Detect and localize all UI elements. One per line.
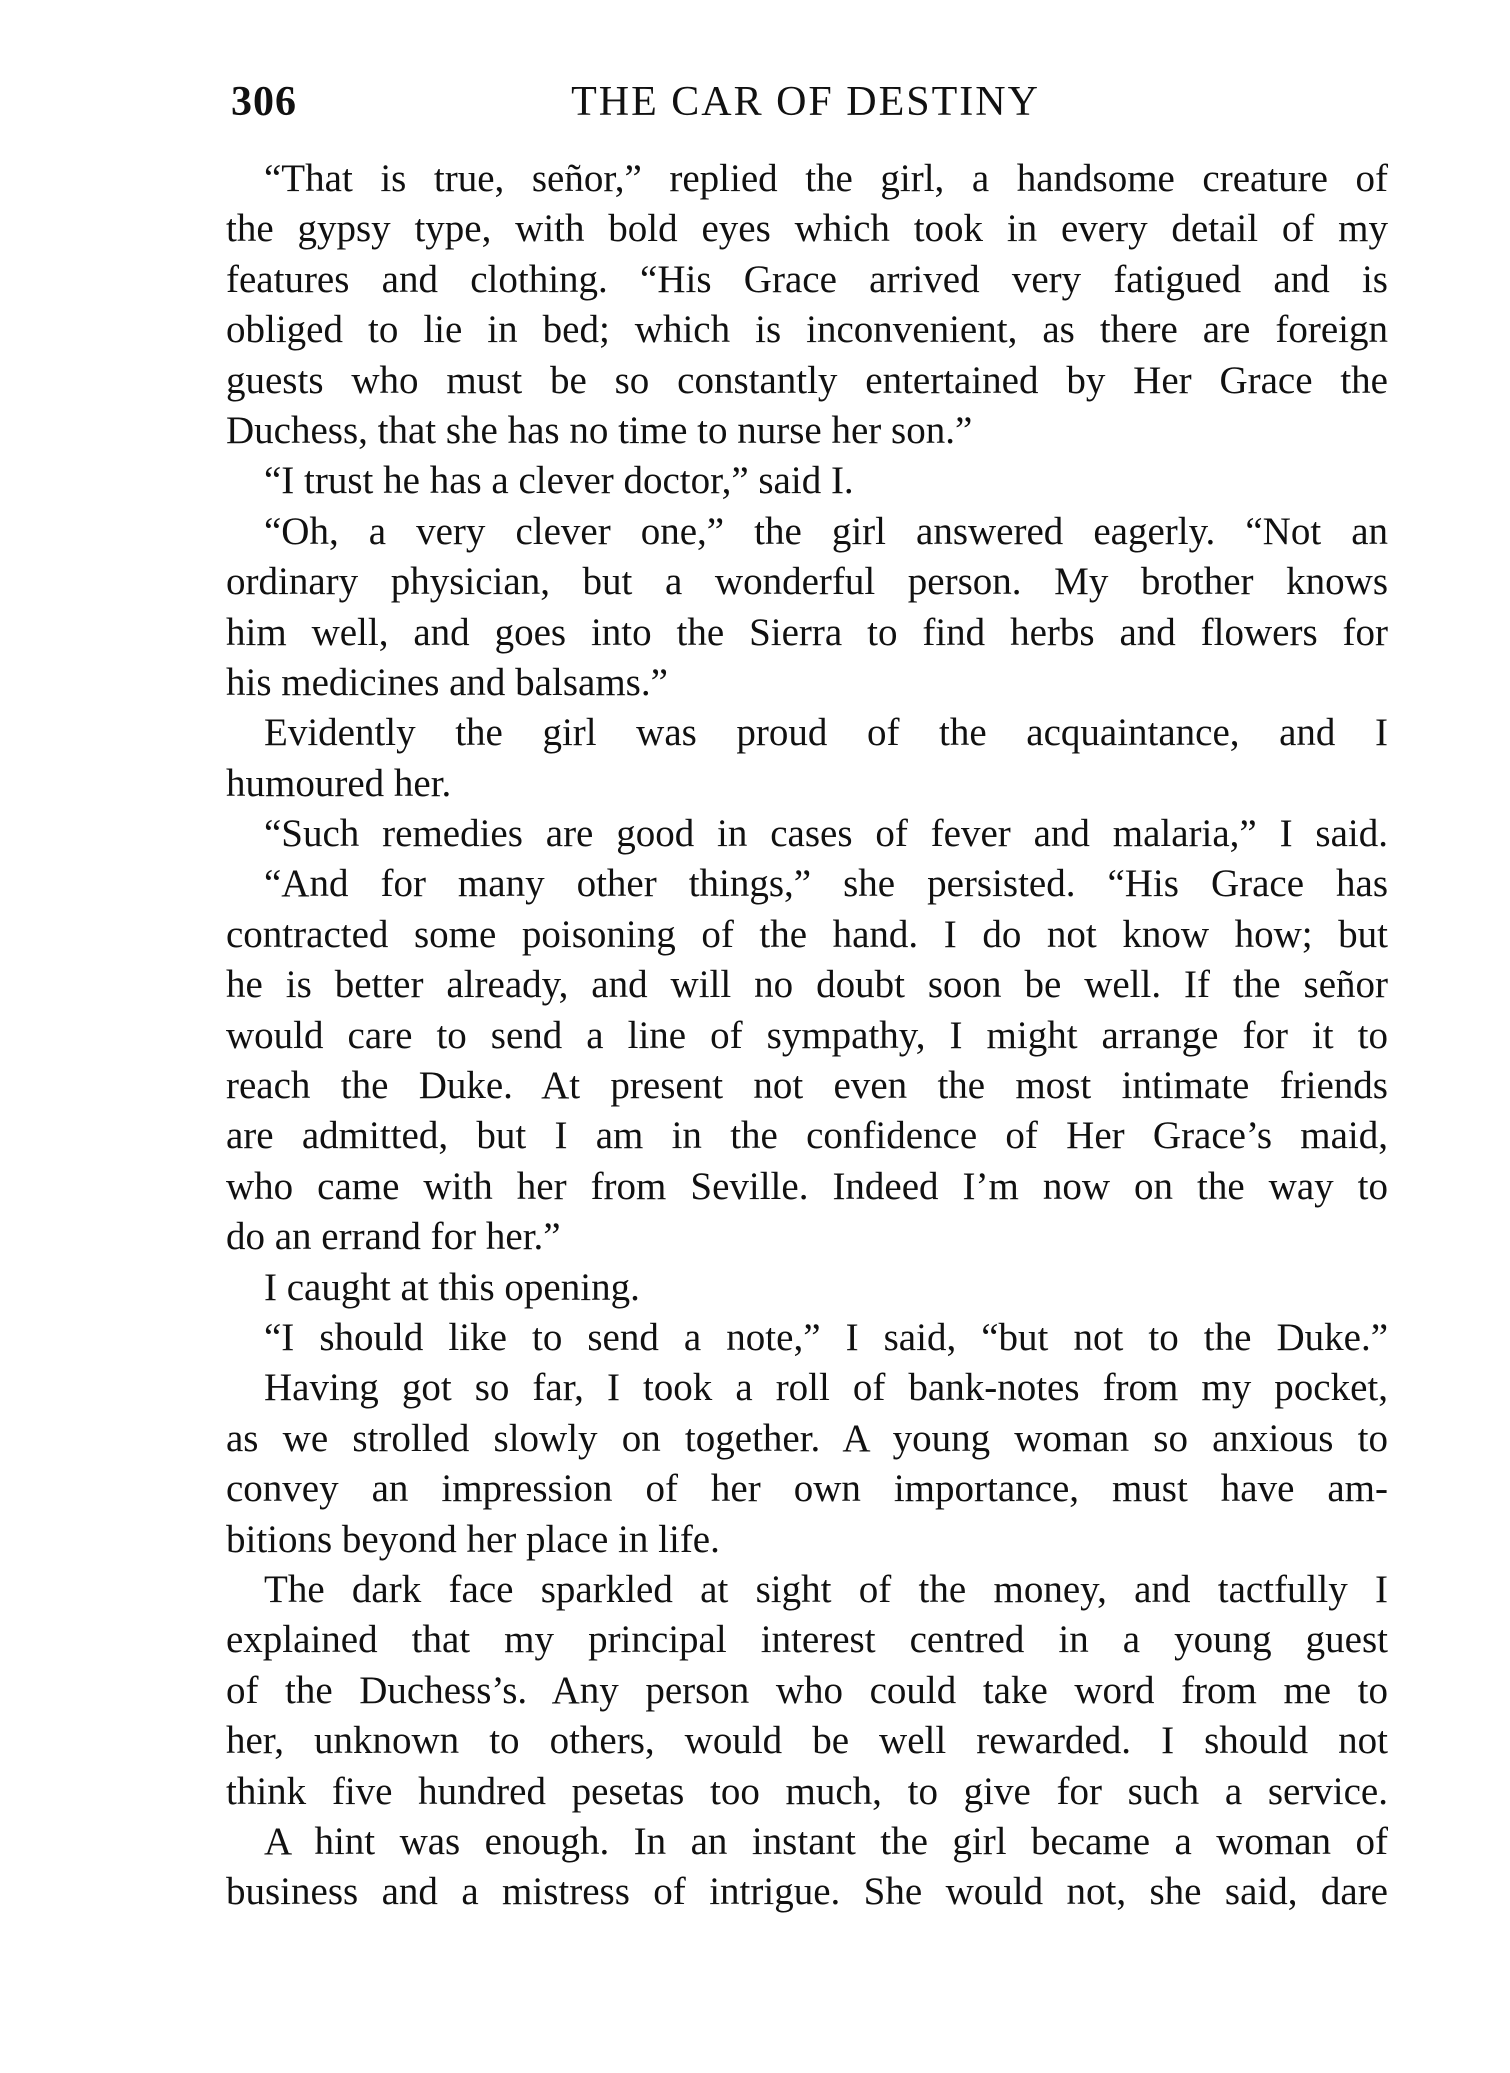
text-line: do an errand for her.” (226, 1215, 561, 1259)
text-line: “And for many other things,” she persisted. “His Grace has (264, 862, 1388, 906)
text-line: A hint was enough. In an instant the girl became a woman of (264, 1819, 1388, 1863)
text-line: features and clothing. “His Grace arrived very fatigued and is (226, 257, 1388, 301)
text-line: bitions beyond her place in life. (226, 1517, 720, 1561)
text-line: as we strolled slowly on together. A young woman so anxious to (226, 1416, 1388, 1460)
text-line: I caught at this opening. (264, 1265, 640, 1309)
text-line: him well, and goes into the Sierra to find herbs and flowers for (226, 610, 1388, 654)
page-number: 306 (231, 79, 297, 125)
text-line: convey an impression of her own importance, must have am- (226, 1467, 1388, 1511)
running-title: THE CAR OF DESTINY (571, 79, 1040, 125)
text-line: Evidently the girl was proud of the acquaintance, and I (264, 711, 1388, 755)
body-text (226, 154, 1388, 1918)
text-line: “I trust he has a clever doctor,” said I. (264, 459, 854, 503)
text-line: guests who must be so constantly entertained by Her Grace the (226, 358, 1388, 402)
text-line: his medicines and balsams.” (226, 660, 668, 704)
text-line: Having got so far, I took a roll of bank-notes from my pocket, (264, 1366, 1388, 1410)
text-line: “I should like to send a note,” I said, “but not to the Duke.” (264, 1315, 1388, 1359)
text-line: “Oh, a very clever one,” the girl answered eagerly. “Not an (264, 509, 1388, 553)
text-line: her, unknown to others, would be well rewarded. I should not (226, 1719, 1388, 1763)
text-line: “That is true, señor,” replied the girl, a handsome creature of (264, 157, 1388, 200)
text-line: The dark face sparkled at sight of the money, and tactfully I (264, 1567, 1388, 1611)
text-line: obliged to lie in bed; which is inconvenient, as there are foreign (226, 308, 1388, 352)
text-line: are admitted, but I am in the confidence of Her Grace’s maid, (226, 1114, 1388, 1158)
text-line: would care to send a line of sympathy, I might arrange for it to (226, 1013, 1388, 1057)
text-line: “Such remedies are good in cases of fever and malaria,” I said. (264, 812, 1388, 856)
text-line: reach the Duke. At present not even the most intimate friends (226, 1064, 1388, 1108)
text-line: he is better already, and will no doubt soon be well. If the señor (226, 963, 1388, 1007)
text-line: Duchess, that she has no time to nurse her son.” (226, 408, 973, 452)
text-line: think five hundred pesetas too much, to give for such a service. (226, 1769, 1388, 1813)
page-header (231, 72, 1380, 132)
text-line: the gypsy type, with bold eyes which took in every detail of my (226, 207, 1388, 251)
text-line: explained that my principal interest centred in a young guest (226, 1618, 1388, 1662)
text-line: humoured her. (226, 761, 452, 805)
text-line: ordinary physician, but a wonderful person. My brother knows (226, 560, 1388, 604)
text-line: of the Duchess’s. Any person who could take word from me to (226, 1668, 1388, 1712)
text-line: who came with her from Seville. Indeed I’m now on the way to (226, 1164, 1388, 1208)
text-line: contracted some poisoning of the hand. I do not know how; but (226, 912, 1388, 956)
text-line: business and a mistress of intrigue. She would not, she said, dare (226, 1870, 1388, 1914)
